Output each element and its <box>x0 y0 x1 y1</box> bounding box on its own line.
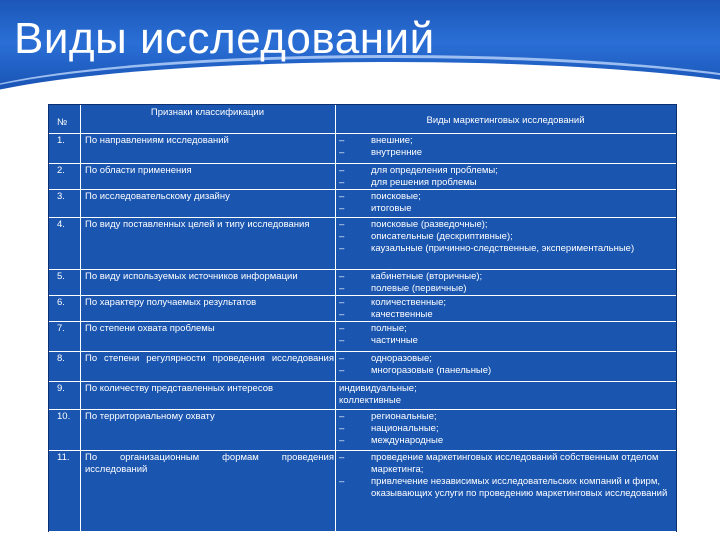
row-types <box>335 269 675 295</box>
type-item <box>336 335 675 347</box>
row-criterion: По области применения <box>80 163 334 189</box>
header-criterion: Признаки классификации <box>80 105 334 133</box>
type-item <box>336 353 675 365</box>
type-item <box>336 203 675 215</box>
dash-bullet: – <box>339 411 345 422</box>
type-item <box>336 309 675 321</box>
row-criterion: По организационным формам проведения исследований <box>80 450 334 531</box>
row-number: 10. <box>57 411 71 422</box>
table-row <box>49 409 676 451</box>
dash-bullet: – <box>339 353 345 364</box>
table-row <box>49 133 676 164</box>
row-criterion: По степени охвата проблемы <box>80 321 334 351</box>
type-item <box>336 165 675 177</box>
type-item-text: одноразовые; <box>371 353 432 364</box>
type-item-text: внутренние <box>371 147 423 158</box>
dash-bullet: – <box>339 435 345 446</box>
type-item-text: каузальные (причинно-следственные, экспериментальные) <box>371 243 635 254</box>
type-item <box>336 476 675 500</box>
type-item-text: многоразовые (панельные) <box>371 365 492 376</box>
type-item-text: полевые (первичные) <box>371 283 467 294</box>
type-item <box>336 177 675 189</box>
type-plain-text: индивидуальные; коллективные <box>339 383 417 406</box>
dash-bullet: – <box>339 147 345 158</box>
dash-bullet: – <box>339 476 345 487</box>
type-item <box>336 191 675 203</box>
type-item-text: полные; <box>371 323 407 334</box>
type-item-text: международные <box>371 435 444 446</box>
dash-bullet: – <box>339 191 345 202</box>
dash-bullet: – <box>339 165 345 176</box>
row-types <box>335 217 675 269</box>
dash-bullet: – <box>339 365 345 376</box>
row-criterion: По количеству представленных интересов <box>80 381 334 409</box>
dash-bullet: – <box>339 177 345 188</box>
table-row <box>49 269 676 296</box>
dash-bullet: – <box>339 271 345 282</box>
table-row <box>49 381 676 410</box>
row-types <box>335 133 675 163</box>
row-criterion: По направлениям исследований <box>80 133 334 163</box>
type-item <box>336 423 675 435</box>
type-item-text: поисковые; <box>371 191 421 202</box>
row-types <box>335 351 675 381</box>
header-num: № <box>57 117 68 128</box>
type-item-text: для определения проблемы; <box>371 165 498 176</box>
row-number: 3. <box>57 191 65 202</box>
type-item-text: частичные <box>371 335 418 346</box>
row-types <box>335 295 675 321</box>
row-number: 11. <box>57 452 70 463</box>
row-types <box>335 381 675 409</box>
dash-bullet: – <box>339 283 345 294</box>
row-number: 4. <box>57 219 65 230</box>
table-row <box>49 295 676 322</box>
type-item <box>336 411 675 423</box>
type-item-text: качественные <box>371 309 433 320</box>
type-item-text: национальные; <box>371 423 439 434</box>
type-item <box>336 452 675 476</box>
type-item <box>336 243 675 255</box>
row-criterion: По исследовательскому дизайну <box>80 189 334 217</box>
row-types <box>335 189 675 217</box>
type-item <box>336 323 675 335</box>
dash-bullet: – <box>339 203 345 214</box>
row-types <box>335 409 675 450</box>
type-item <box>336 219 675 231</box>
table-header-row <box>49 105 676 134</box>
type-item <box>336 435 675 447</box>
dash-bullet: – <box>339 309 345 320</box>
type-item-text: итоговые <box>371 203 412 214</box>
row-number: 7. <box>57 323 65 334</box>
type-item-text: кабинетные (вторичные); <box>371 271 483 282</box>
type-item-text: внешние; <box>371 135 413 146</box>
dash-bullet: – <box>339 423 345 434</box>
row-number: 6. <box>57 297 65 308</box>
table-row <box>49 351 676 382</box>
header-types: Виды маркетинговых исследований <box>335 105 675 133</box>
dash-bullet: – <box>339 243 345 254</box>
row-types <box>335 321 675 351</box>
dash-bullet: – <box>339 323 345 334</box>
dash-bullet: – <box>339 219 345 230</box>
row-criterion: По характеру получаемых результатов <box>80 295 334 321</box>
type-item-text: привлечение независимых исследовательских компаний и фирм, оказывающих услуги по проведению маркетинговых исследований <box>371 476 668 499</box>
type-item-text: проведение маркетинговых исследований собственным отделом маркетинга; <box>371 452 659 475</box>
table-row <box>49 321 676 352</box>
row-number: 8. <box>57 353 65 364</box>
type-item <box>336 283 675 295</box>
type-item-text: для решения проблемы <box>371 177 477 188</box>
row-criterion: По виду используемых источников информации <box>80 269 334 295</box>
type-item <box>336 271 675 283</box>
dash-bullet: – <box>339 452 345 463</box>
type-item <box>336 147 675 159</box>
type-item <box>336 231 675 243</box>
table-row <box>49 163 676 190</box>
dash-bullet: – <box>339 335 345 346</box>
slide-header <box>0 0 720 95</box>
slide-title: Виды исследований <box>14 14 435 63</box>
type-item-text: описательные (дескриптивные); <box>371 231 513 242</box>
row-number: 5. <box>57 271 65 282</box>
row-types <box>335 450 675 531</box>
row-types <box>335 163 675 189</box>
row-criterion: По территориальному охвату <box>80 409 334 450</box>
table-row <box>49 450 676 532</box>
classification-table <box>48 104 677 532</box>
type-item-text: поисковые (разведочные); <box>371 219 488 230</box>
row-number: 1. <box>57 135 65 146</box>
table-row <box>49 189 676 218</box>
dash-bullet: – <box>339 297 345 308</box>
dash-bullet: – <box>339 231 345 242</box>
dash-bullet: – <box>339 135 345 146</box>
row-criterion: По степени регулярности проведения исследования <box>80 351 334 381</box>
type-item-text: количественные; <box>371 297 446 308</box>
type-item <box>336 297 675 309</box>
type-item-text: региональные; <box>371 411 437 422</box>
row-number: 9. <box>57 383 65 394</box>
table-row <box>49 217 676 270</box>
type-item <box>336 135 675 147</box>
row-criterion: По виду поставленных целей и типу исследования <box>80 217 334 269</box>
row-number: 2. <box>57 165 65 176</box>
type-item <box>336 365 675 377</box>
